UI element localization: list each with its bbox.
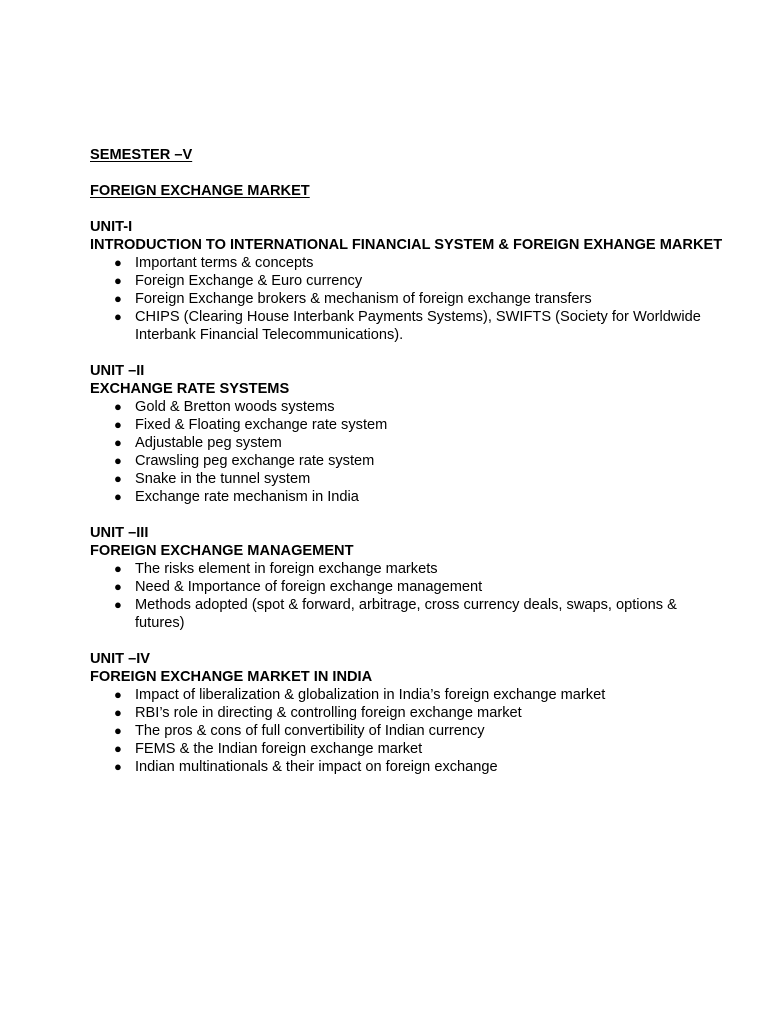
topic-item (90, 740, 730, 758)
topic-item (90, 452, 730, 470)
topic-item (90, 578, 730, 596)
bullet-icon: ● (114, 561, 122, 576)
topic-item (90, 686, 730, 704)
unit-section-4 (90, 650, 730, 776)
document-content (90, 146, 730, 776)
topic-item (90, 416, 730, 434)
unit-label: UNIT-I (90, 219, 133, 235)
topic-text: Fixed & Floating exchange rate system (135, 417, 388, 433)
unit-title: EXCHANGE RATE SYSTEMS (90, 381, 290, 397)
topic-text: Need & Importance of foreign exchange management (135, 579, 483, 595)
topic-list (90, 398, 730, 506)
unit-section-1 (90, 218, 730, 344)
topic-text: Indian multinationals & their impact on foreign exchange (135, 759, 498, 775)
topic-item (90, 470, 730, 488)
unit-section-3 (90, 524, 730, 632)
bullet-icon: ● (114, 759, 122, 774)
topic-item (90, 758, 730, 776)
unit-title: FOREIGN EXCHANGE MARKET IN INDIA (90, 669, 373, 685)
unit-title: FOREIGN EXCHANGE MANAGEMENT (90, 543, 354, 559)
topic-text: RBI’s role in directing & controlling foreign exchange market (135, 705, 522, 721)
topic-item (90, 272, 730, 290)
bullet-icon: ● (114, 597, 122, 612)
topic-text: Important terms & concepts (135, 255, 314, 271)
topic-item (90, 722, 730, 740)
bullet-icon: ● (114, 579, 122, 594)
unit-label: UNIT –IV (90, 651, 151, 667)
topic-text: Crawsling peg exchange rate system (135, 453, 375, 469)
topic-item (90, 488, 730, 506)
bullet-icon: ● (114, 723, 122, 738)
topic-item (90, 704, 730, 722)
topic-text: Impact of liberalization & globalization in India’s foreign exchange market (135, 687, 606, 703)
topic-list (90, 254, 730, 344)
topic-item (90, 560, 730, 578)
topic-text: Foreign Exchange & Euro currency (135, 273, 363, 289)
topic-text: Foreign Exchange brokers & mechanism of foreign exchange transfers (135, 291, 592, 307)
topic-item (90, 596, 730, 632)
topic-text: Adjustable peg system (135, 435, 282, 451)
topic-text: CHIPS (Clearing House Interbank Payments Systems), SWIFTS (Society for Worldwide Interbank Financial Telecommunications). (135, 309, 701, 343)
course-title: FOREIGN EXCHANGE MARKET (90, 183, 310, 199)
topic-text: Snake in the tunnel system (135, 471, 311, 487)
bullet-icon: ● (114, 705, 122, 720)
bullet-icon: ● (114, 255, 122, 270)
bullet-icon: ● (114, 291, 122, 306)
bullet-icon: ● (114, 471, 122, 486)
topic-text: Gold & Bretton woods systems (135, 399, 335, 415)
topic-item (90, 398, 730, 416)
bullet-icon: ● (114, 399, 122, 414)
topic-item (90, 254, 730, 272)
bullet-icon: ● (114, 687, 122, 702)
topic-item (90, 290, 730, 308)
bullet-icon: ● (114, 741, 122, 756)
bullet-icon: ● (114, 489, 122, 504)
unit-label: UNIT –III (90, 525, 149, 541)
topic-list (90, 560, 730, 632)
bullet-icon: ● (114, 417, 122, 432)
semester-heading: SEMESTER –V (90, 147, 193, 163)
unit-label: UNIT –II (90, 363, 145, 379)
topic-text: FEMS & the Indian foreign exchange market (135, 741, 423, 757)
topic-text: The pros & cons of full convertibility of Indian currency (135, 723, 485, 739)
topic-text: Methods adopted (spot & forward, arbitrage, cross currency deals, swaps, options & futures) (135, 597, 677, 631)
bullet-icon: ● (114, 273, 122, 288)
topic-text: Exchange rate mechanism in India (135, 489, 359, 505)
bullet-icon: ● (114, 435, 122, 450)
topic-text: The risks element in foreign exchange markets (135, 561, 438, 577)
unit-section-2 (90, 362, 730, 506)
bullet-icon: ● (114, 309, 122, 324)
unit-title: INTRODUCTION TO INTERNATIONAL FINANCIAL SYSTEM & FOREIGN EXHANGE MARKET (90, 237, 723, 253)
topic-item (90, 308, 730, 344)
topic-list (90, 686, 730, 776)
bullet-icon: ● (114, 453, 122, 468)
topic-item (90, 434, 730, 452)
